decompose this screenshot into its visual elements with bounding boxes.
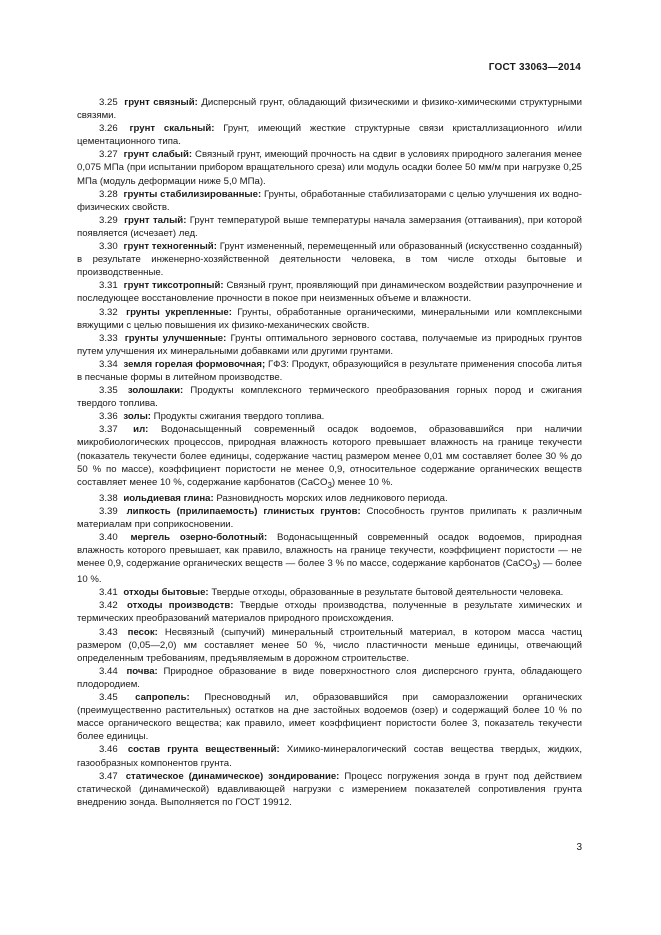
entry-number: 3.37 [99, 424, 118, 436]
term-entry-3-35 [77, 384, 582, 410]
term-definition: Природное образование в виде поверхностного слоя дисперсного грунта, обладающего плодородием. [77, 665, 583, 690]
term-entry-3-40 [77, 531, 582, 586]
term-entry-3-25 [77, 96, 582, 122]
term-entry-3-28 [77, 188, 582, 214]
entry-number: 3.41 [99, 587, 118, 599]
term-entry-3-45 [77, 691, 582, 743]
term-definition: Несвязный (сыпучий) минеральный строительный материал, в котором масса частиц размером (0,05—2,0) мм составляет менее 50 %, число пластичности меньше единицы, отвечающий определенным требованиям, предъявляемым в дорожном строительстве. [77, 626, 583, 664]
term-entry-3-38 [77, 492, 582, 505]
entry-number: 3.47 [99, 770, 118, 782]
entry-number: 3.32 [99, 306, 118, 318]
term-entry-3-42 [77, 599, 582, 625]
term-title: грунт талый: [124, 214, 187, 226]
term-entry-3-26 [77, 122, 582, 148]
term-entry-3-39 [77, 505, 582, 531]
term-title: грунты укрепленные: [126, 306, 232, 318]
term-definition: Связный грунт, проявляющий при динамическом воздействии разупрочнение и последующее восстановление прочности в покое при неизменных объеме и влажности. [77, 280, 582, 305]
subscript: 3 [327, 480, 332, 490]
entry-number: 3.45 [99, 692, 118, 704]
entry-number: 3.43 [99, 626, 118, 638]
term-entry-3-44 [77, 665, 582, 691]
term-definition: Химико-минералогический состав вещества твердых, жидких, газообразных компонентов грунта. [77, 744, 582, 769]
term-entry-3-32 [77, 306, 582, 332]
term-definition: ГФЗ: Продукт, образующийся в результате применения способа литья в песчаные формы в литейном производстве. [77, 358, 582, 383]
term-title: грунт техногенный: [123, 241, 217, 253]
term-entry-3-30 [77, 240, 582, 279]
term-entry-3-43 [77, 626, 582, 665]
term-title: отходы производств: [126, 600, 234, 612]
entry-number: 3.31 [99, 280, 118, 292]
term-title: статическое (динамическое) зондирование: [125, 770, 340, 782]
entry-number: 3.46 [99, 744, 118, 756]
term-definition: Связный грунт, имеющий прочность на сдвиг в условиях природного залегания менее 0,075 МПа (при испытании прибором вращательного среза) или модуль осадки более 50 мм/м при нагрузке 0,25 МПа (модуль деформации ниже 5,0 МПа). [77, 149, 583, 187]
term-entry-3-41 [77, 586, 582, 599]
page-number: 3 [576, 842, 582, 853]
term-entry-3-47 [77, 770, 582, 809]
term-title: грунты стабилизированные: [123, 188, 262, 200]
term-definition-end: ) менее 10 %. [331, 476, 393, 488]
term-definition: Твердые отходы, образованные в результате бытовой деятельности человека. [211, 587, 564, 599]
term-title: золошлаки: [127, 385, 184, 397]
term-title: земля горелая формовочная; [123, 358, 266, 370]
term-definition: Твердые отходы производства, полученные в результате химических и термических преобразований материалов природного происхождения. [77, 600, 582, 625]
term-definition: Продукты комплексного термического преобразования горных пород и сжигания твердого топлива. [77, 385, 582, 410]
entry-number: 3.40 [99, 532, 118, 543]
entry-number: 3.33 [99, 332, 118, 344]
entry-number: 3.36 [99, 411, 118, 423]
term-title: грунт связный: [124, 97, 198, 108]
term-title: грунт скальный: [129, 123, 215, 135]
terms-list [77, 96, 582, 809]
term-definition: Разновидность морских илов ледникового периода. [216, 492, 448, 504]
term-definition: Пресноводный ил, образовавшийся при саморазложении органических (преимущественно растительных) остатков на дне застойных водоемов (озер) и содержащий более 10 % по массе органического вещества; как правило, имеет коэффициент пористости более 3, показатель текучести более единицы. [77, 692, 582, 743]
term-definition: Водонасыщенный современный осадок водоемов, образовавшийся при наличии микробиологических процессов, природная влажность которого превышает влажность на границе текучести (показатель текучести более единицы, содержание частиц размером менее 0,01 мм составляет более 30 % до 50 % по массе), коэффициент пористости не менее 0,9, относительное содержание органических веществ составляет менее 10 %, содержание карбонатов (CaCO [77, 424, 582, 488]
term-entry-3-46 [77, 743, 582, 769]
entry-number: 3.34 [99, 358, 118, 370]
term-definition: Продукты сжигания твердого топлива. [153, 411, 325, 423]
term-title: грунт тиксотропный: [123, 280, 224, 292]
term-definition: Грунты, обработанные стабилизаторами с целью улучшения их водно-физических свойств. [77, 188, 582, 213]
term-definition: Грунт, имеющий жесткие структурные связи кристаллизационного и/или цементационного типа. [77, 123, 582, 148]
term-entry-3-34 [77, 358, 582, 384]
term-definition: Дисперсный грунт, обладающий физическими и физико-химическими структурными связями. [77, 97, 582, 122]
term-definition: Способность грунтов прилипать к различным материалам при соприкосновении. [77, 505, 582, 530]
term-entry-3-36 [77, 410, 582, 423]
entry-number: 3.28 [99, 188, 118, 200]
term-title: липкость (прилипаемость) глинистых грунтов: [126, 505, 361, 517]
term-entry-3-31 [77, 279, 582, 305]
entry-number: 3.29 [99, 214, 118, 226]
entry-number: 3.39 [99, 505, 118, 517]
entry-number: 3.35 [99, 385, 118, 397]
term-title: грунты улучшенные: [124, 332, 227, 344]
term-title: сапропель: [135, 692, 190, 704]
term-entry-3-29 [77, 214, 582, 240]
term-title: почва: [126, 665, 158, 677]
term-definition: Грунты оптимального зернового состава, получаемые из природных грунтов путем улучшения их минеральными добавками или другими грунтами. [77, 332, 582, 357]
term-title: иольдиевая глина: [123, 492, 214, 504]
term-definition: Грунты, обработанные органическими, минеральными или комплексными вяжущими с целью повышения их физико-механических свойств. [77, 306, 582, 331]
term-title: ил: [133, 424, 149, 436]
term-title: отходы бытовые: [123, 587, 209, 599]
entry-number: 3.42 [99, 600, 118, 612]
term-title: мергель озерно-болотный: [130, 532, 268, 543]
term-definition: Процесс погружения зонда в грунт под действием статической (динамической) вдавливающей нагрузки с измерением показателей сопротивления грунта внедрению зонда. Выполняется по ГОСТ 19912. [77, 770, 583, 808]
entry-number: 3.38 [99, 492, 118, 504]
term-definition: Грунт температурой выше температуры начала замерзания (оттаивания), при которой появляется (исчезает) лед. [77, 214, 583, 239]
document-header: ГОСТ 33063—2014 [488, 62, 581, 73]
subscript: 3 [532, 562, 537, 572]
term-entry-3-27 [77, 148, 582, 187]
term-entry-3-33 [77, 332, 582, 358]
term-title: грунт слабый: [123, 149, 193, 161]
term-definition: Водонасыщенный современный осадок водоемов, природная влажность которого превышает, как правило, влажность на границе текучести, коэффициент пористости — не менее 0,9, содержание органических веществ — более 3 % по массе, содержание карбонатов (CaCO [77, 532, 582, 570]
term-definition: Грунт измененный, перемещенный или образованный (искусственно созданный) в результате инженерно-хозяйственной деятельности человека, в том числе отходы бытовые и производственные. [77, 241, 583, 279]
term-definition-end: ) — более 10 %. [77, 558, 582, 586]
term-title: золы: [123, 411, 151, 423]
entry-number: 3.27 [99, 149, 118, 161]
term-title: состав грунта вещественный: [127, 744, 280, 756]
term-entry-3-37 [77, 423, 582, 491]
entry-number: 3.25 [99, 97, 118, 108]
entry-number: 3.44 [99, 665, 118, 677]
entry-number: 3.26 [99, 123, 118, 135]
entry-number: 3.30 [99, 241, 118, 253]
term-title: песок: [127, 626, 158, 638]
